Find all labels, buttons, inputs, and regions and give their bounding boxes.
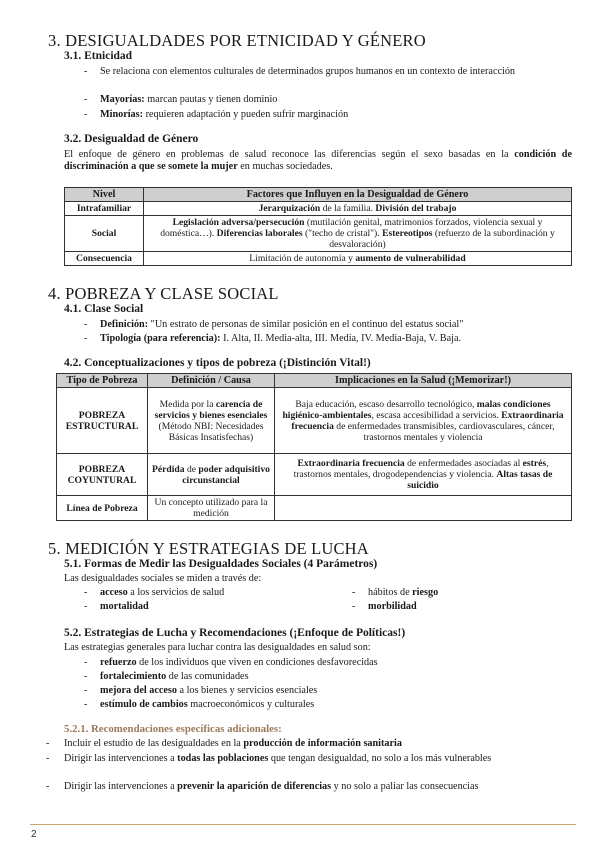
table-header: Factores que Influyen en la Desigualdad de Género	[144, 188, 572, 202]
poverty-types-table	[56, 373, 572, 521]
gender-factors-table	[64, 187, 572, 266]
table-row: Intrafamiliar Jerarquización de la familia. División del trabajo	[65, 202, 572, 216]
list-item: - Tipología (para referencia): I. Alta, II. Media-alta, III. Media, IV. Media-Baja, V. Baja.	[84, 333, 462, 344]
table-header: Implicaciones en la Salud (¡Memorizar!)	[275, 374, 572, 388]
list-item: - Mayorías: marcan pautas y tienen dominio	[84, 94, 278, 105]
section-5-title: 5. MEDICIÓN Y ESTRATEGIAS DE LUCHA	[48, 539, 369, 558]
footer-divider	[30, 824, 576, 825]
paragraph: Las desigualdades sociales se miden a través de:	[64, 573, 262, 584]
list-item: - Incluir el estudio de las desigualdades en la producción de información sanitaria	[46, 738, 402, 749]
section-3-title: 3. DESIGUALDADES POR ETNICIDAD Y GÉNERO	[48, 31, 426, 50]
table-row: Línea de Pobreza Un concepto utilizado para la medición	[57, 496, 572, 521]
table-header: Definición / Causa	[148, 374, 275, 388]
subsection-5-2-title: 5.2. Estrategias de Lucha y Recomendaciones (¡Enfoque de Políticas!)	[64, 627, 406, 639]
list-item: - fortalecimiento de las comunidades	[84, 671, 249, 682]
list-item: - hábitos de riesgo	[352, 587, 439, 598]
subsection-3-1-title: 3.1. Etnicidad	[64, 50, 133, 62]
table-row: POBREZA ESTRUCTURAL Medida por la carencia de servicios y bienes esenciales (Método NBI: Necesidades Básicas Insatisfechas) Baja educación, escaso desarrollo tecnológico, malas condiciones higiénico-ambientales, escasa accesibilidad a servicios. Extraordinaria frecuencia de enfermedades transmisibles, cardiovasculares, cáncer, trastornos mentales y violencia	[57, 388, 572, 454]
list-item: - Definición: "Un estrato de personas de similar posición en el continuo del estatus social"	[84, 319, 464, 330]
list-item: - acceso a los servicios de salud	[84, 587, 225, 598]
list-item: - morbilidad	[352, 601, 417, 612]
list-item: - mejora del acceso a los bienes y servicios esenciales	[84, 685, 318, 696]
list-item: - Dirigir las intervenciones a prevenir la aparición de diferencias y no solo a paliar las consecuencias	[46, 781, 479, 792]
list-item: - Dirigir las intervenciones a todas las poblaciones que tengan desigualdad, no solo a los más vulnerables	[46, 753, 492, 764]
subsection-3-2-title: 3.2. Desigualdad de Género	[64, 133, 199, 145]
table-header: Tipo de Pobreza	[57, 374, 148, 388]
table-row: Social Legislación adversa/persecución (mutilación genital, matrimonios forzados, violencia sexual y doméstica…). Diferencias laborales ("techo de cristal"). Estereotipos (refuerzo de la subordinación y desvaloración)	[65, 216, 572, 252]
subsection-4-2-title: 4.2. Conceptualizaciones y tipos de pobreza (¡Distinción Vital!)	[64, 357, 371, 369]
subsection-4-1-title: 4.1. Clase Social	[64, 303, 144, 315]
list-item: - Se relaciona con elementos culturales de determinados grupos humanos en un contexto de interacción	[84, 66, 516, 77]
table-row: Consecuencia Limitación de autonomía y aumento de vulnerabilidad	[65, 252, 572, 266]
subsection-5-2-1-title: 5.2.1. Recomendaciones específicas adicionales:	[64, 723, 282, 735]
paragraph: Las estrategias generales para luchar contra las desigualdades en salud son:	[64, 642, 371, 653]
list-item: - estímulo de cambios macroeconómicos y culturales	[84, 699, 315, 710]
table-row: POBREZA COYUNTURAL Pérdida de poder adquisitivo circunstancial Extraordinaria frecuencia de enfermedades asociadas al estrés, trastornos mentales, drogodependencias y violencia. Altas tasas de suicidio	[57, 454, 572, 496]
subsection-5-1-title: 5.1. Formas de Medir las Desigualdades Sociales (4 Parámetros)	[64, 558, 378, 570]
page-number: 2	[31, 829, 37, 840]
list-item: - Minorías: requieren adaptación y pueden sufrir marginación	[84, 109, 349, 120]
paragraph: El enfoque de género en problemas de salud reconoce las diferencias según el sexo basadas en la condición de discriminación a que se somete la mujer en muchas sociedades.	[64, 149, 572, 172]
list-item: - refuerzo de los individuos que viven en condiciones desfavorecidas	[84, 657, 378, 668]
table-header: Nivel	[65, 188, 144, 202]
list-item: - mortalidad	[84, 601, 149, 612]
section-4-title: 4. POBREZA Y CLASE SOCIAL	[48, 284, 279, 303]
